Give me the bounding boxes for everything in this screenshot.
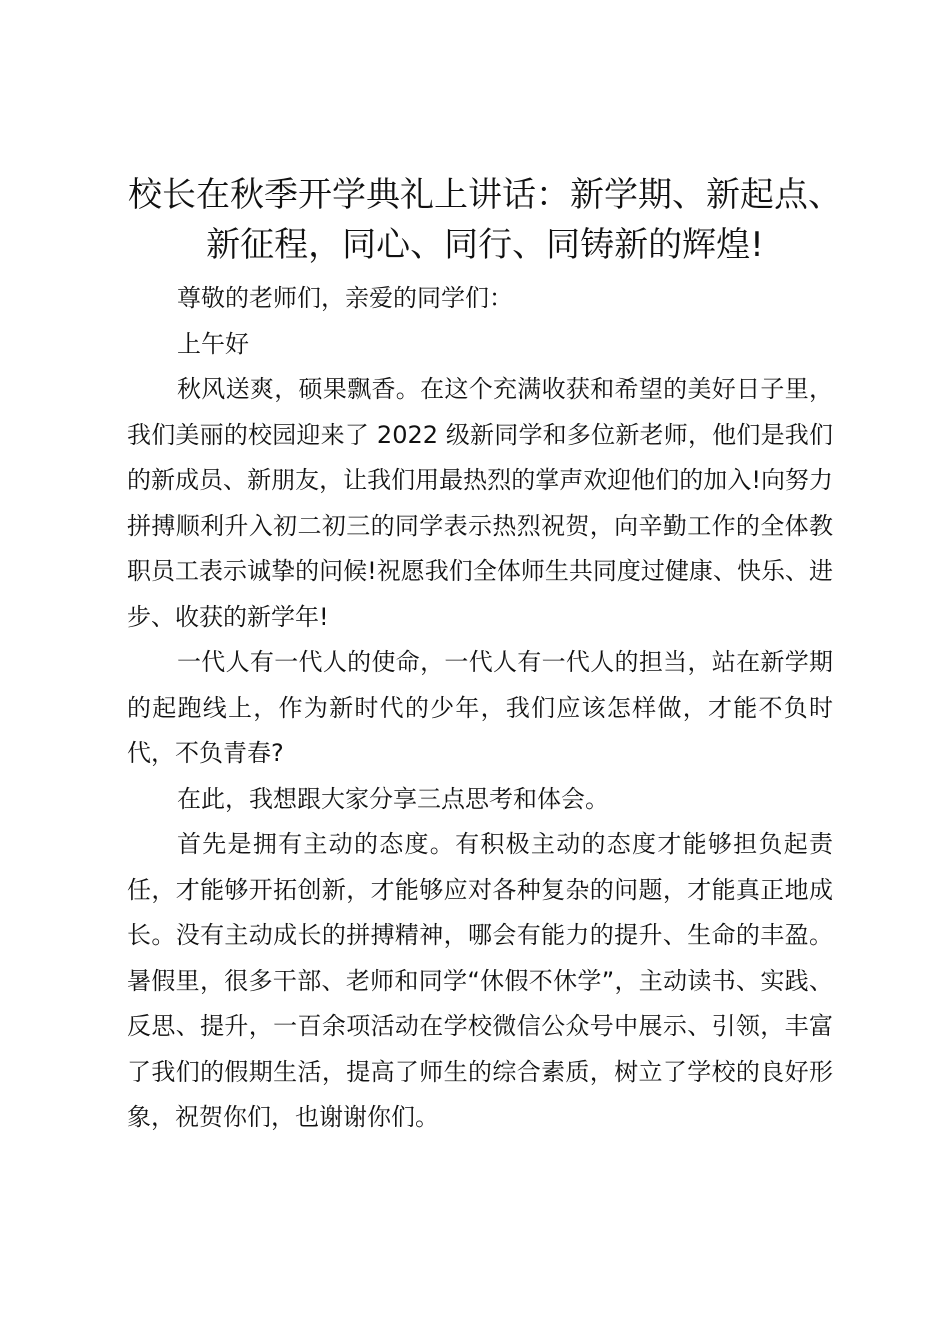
paragraph-intro-points: 在此，我想跟大家分享三点思考和体会。 xyxy=(177,784,609,813)
paragraph-point-one: 首先是拥有主动的态度。有积极主动的态度才能够担负起责任，才能够开拓创新，才能够应对各种复杂的问题，才能真正地成长。没有主动成长的拼搏精神，哪会有能力的提升、生命的丰盈。暑假里，很多干部、老师和同学“休假不休学”，主动读书、实践、反思、提升，一百余项活动在学校微信公众号中展示、引领，丰富了我们的假期生活，提高了师生的综合素质，树立了学校的良好形象，祝贺你们，也谢谢你们。 xyxy=(127,830,833,1131)
document-body xyxy=(127,276,833,1141)
title-line-2: 新征程，同心、同行、同铸新的辉煌! xyxy=(206,225,764,265)
salutation: 尊敬的老师们，亲爱的同学们： xyxy=(177,284,513,312)
paragraph-mission: 一代人有一代人的使命，一代人有一代人的担当，站在新学期的起跑线上，作为新时代的少年，我们应该怎样做，才能不负时代，不负青春? xyxy=(127,648,833,767)
title-line-1: 校长在秋季开学典礼上讲话：新学期、新起点、 xyxy=(128,175,842,215)
document-title xyxy=(110,170,860,270)
paragraph-welcome: 秋风送爽，硕果飘香。在这个充满收获和希望的美好日子里，我们美丽的校园迎来了 2022 级新同学和多位新老师，他们是我们的新成员、新朋友，让我们用最热烈的掌声欢迎他们的加入!向努力拼搏顺利升入初二初三的同学表示热烈祝贺，向辛勤工作的全体教职员工表示诚挚的问候!祝愿我们全体师生共同度过健康、快乐、进步、收获的新学年! xyxy=(127,375,833,631)
greeting: 上午好 xyxy=(177,329,249,358)
